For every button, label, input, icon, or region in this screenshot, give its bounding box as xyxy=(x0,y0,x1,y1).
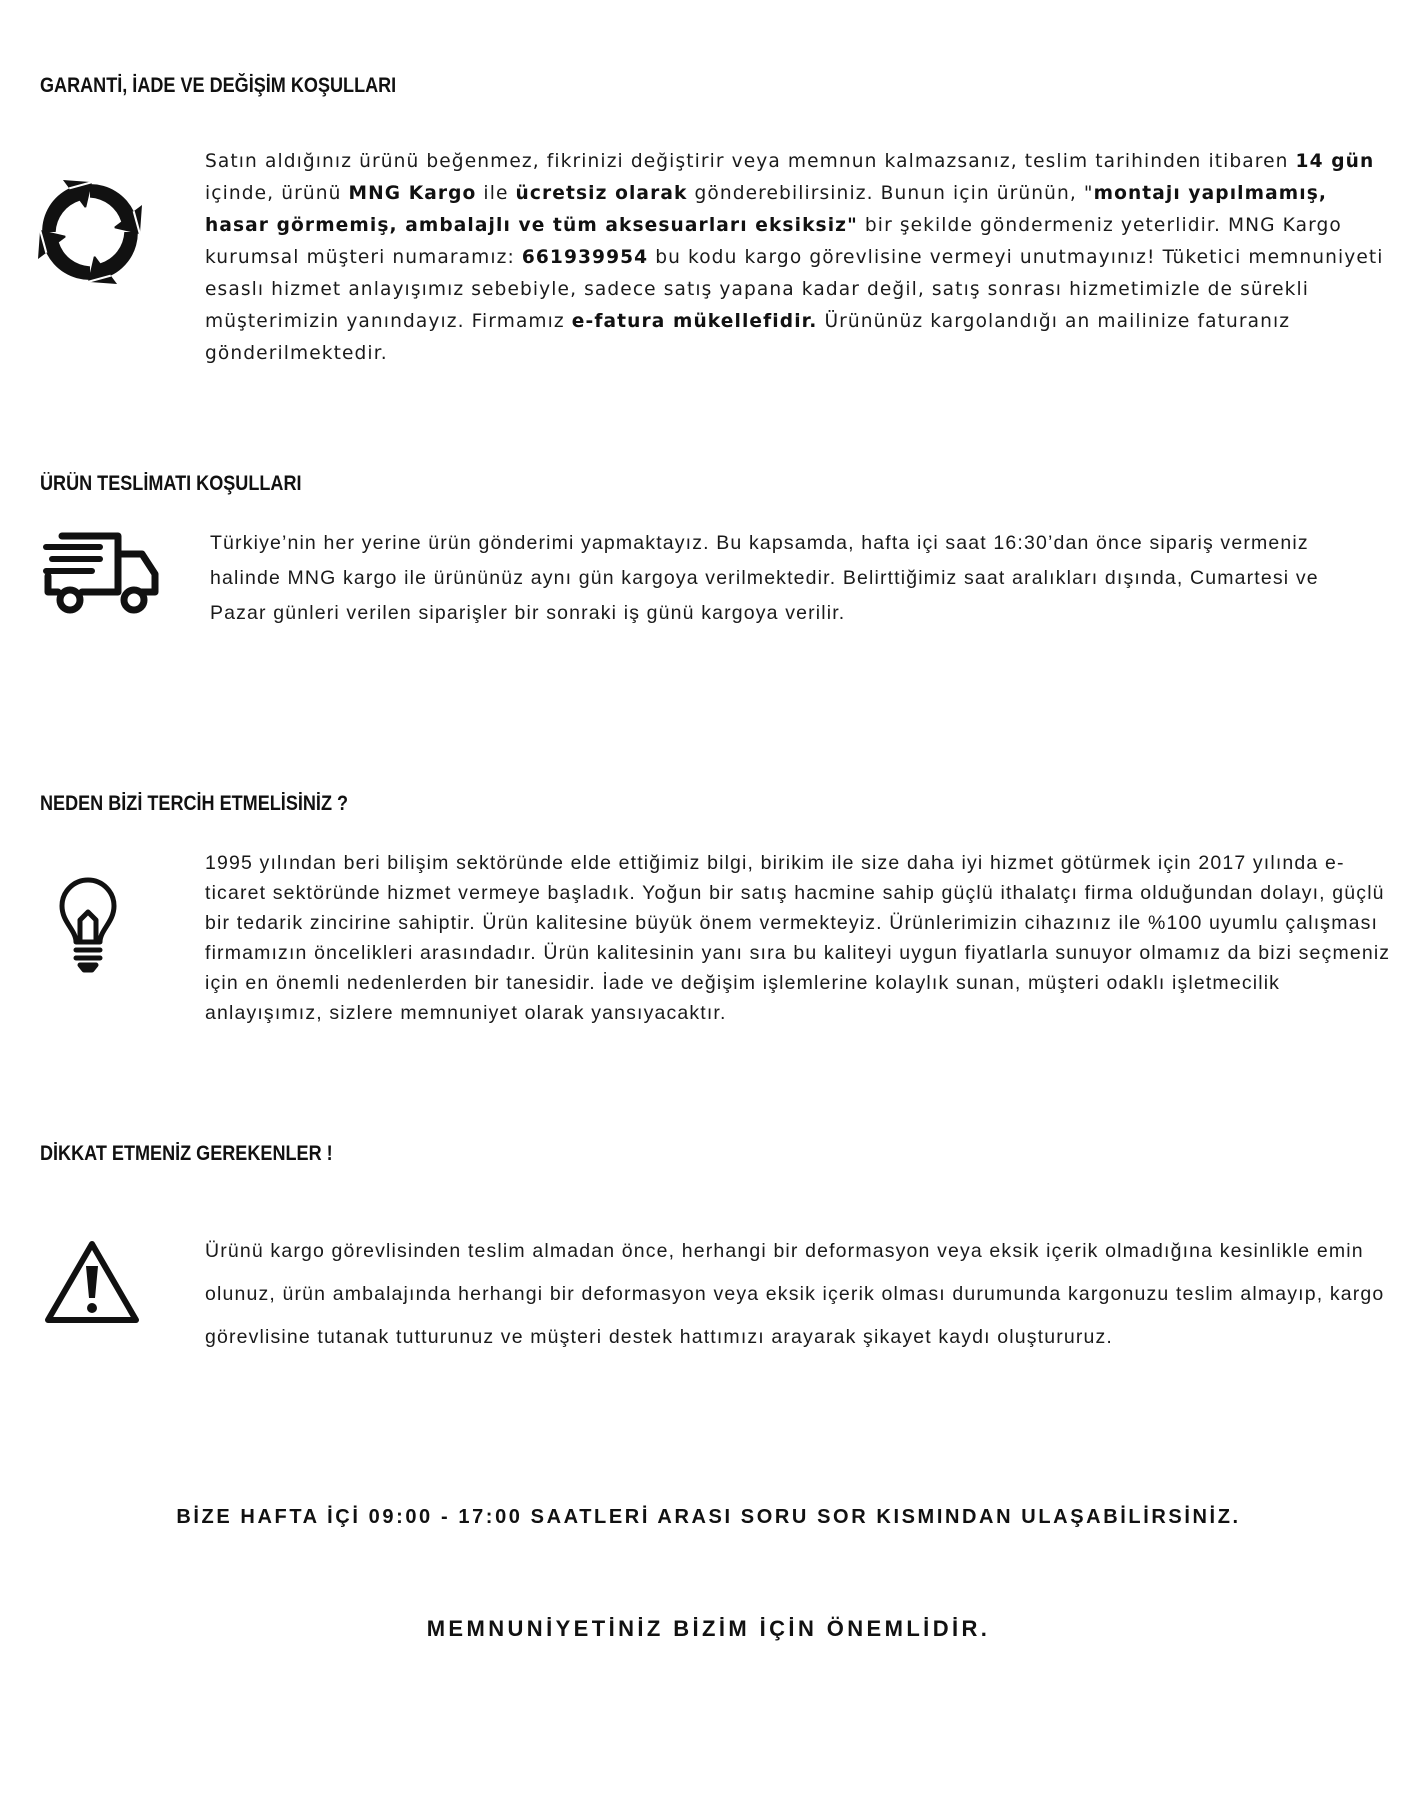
lightbulb-icon xyxy=(56,876,120,974)
delivery-text: Türkiye’nin her yerine ürün gönderimi yapmaktayız. Bu kapsamda, hafta içi saat 16:30’dan önce sipariş vermeniz halinde MNG kargo ile ürününüz aynı gün kargoya verilmektedir. Belirttiğimiz saat aralıkları dışında, Cumartesi ve Pazar günleri verilen siparişler bir sonraki iş günü kargoya verilir. xyxy=(210,532,1319,624)
warning-triangle-icon xyxy=(44,1240,140,1326)
refresh-cycle-icon xyxy=(38,180,142,284)
attention-heading: DİKKAT ETMENİZ GEREKENLER ! xyxy=(40,1142,333,1165)
delivery-heading: ÜRÜN TESLİMATI KOŞULLARI xyxy=(40,472,302,495)
delivery-truck-icon xyxy=(42,530,160,616)
attention-text: Ürünü kargo görevlisinden teslim almadan önce, herhangi bir deformasyon veya eksik içerik olmadığına kesinlikle emin olunuz, ürün ambalajında herhangi bir deformasyon veya eksik içerik olması durumunda kargonuzu teslim almayıp, kargo görevlisine tutanak tutturunuz ve müşteri destek hattımızı arayarak şikayet kaydı oluştururuz. xyxy=(205,1240,1385,1348)
why-us-text: 1995 yılından beri bilişim sektöründe elde ettiğimiz bilgi, birikim ile size daha iyi hizmet götürmek için 2017 yılında e-ticaret sektöründe hizmet vermeye başladık. Yoğun bir satış hacmine sahip güçlü ithalatçı firma olduğundan dolayı, güçlü bir tedarik zincirine sahiptir. Ürün kalitesine büyük önem vermekteyiz. Ürünlerimizin cihazınız ile %100 uyumlu çalışması firmamızın öncelikleri arasındadır. Ürün kalitesinin yanı sıra bu kaliteyi uygun fiyatlarla sunuyor olmamız da bizi seçmeniz için en önemli nedenlerden bir tanesidir. İade ve değişim işlemlerine kolaylık sunan, müşteri odaklı işletmecilik anlayışımız, sizlere memnuniyet olarak yansıyacaktır. xyxy=(205,852,1391,1024)
closing-note: MEMNUNİYETİNİZ BİZİM İÇİN ÖNEMLİDİR. xyxy=(426,1616,991,1641)
warranty-text: Satın aldığınız ürünü beğenmez, fikrinizi değiştirir veya memnun kalmazsanız, teslim tarihinden itibaren 14 gün içinde, ürünü MNG Kargo ile ücretsiz olarak gönderebilirsiniz. Bunun için ürünün, "montajı yapılmamış, hasar görmemiş, ambalajlı ve tüm aksesuarları eksiksiz" bir şekilde göndermeniz yeterlidir. MNG Kargo kurumsal müşteri numaramız: 661939954 bu kodu kargo görevlisine vermeyi unutmayınız! Tüketici memnuniyeti esaslı hizmet anlayışımız sebebiyle, sadece satış yapana kadar değil, satış sonrası hizmetimizle de sürekli müşterimizin yanındayız. Firmamız e-fatura mükellefidir. Ürününüz kargolandığı an mailinize faturanız gönderilmektedir. xyxy=(205,151,1384,364)
contact-hours-note: BİZE HAFTA İÇİ 09:00 - 17:00 SAATLERİ ARASI SORU SOR KISMINDAN ULAŞABİLİRSİNİZ. xyxy=(176,1506,1241,1528)
warranty-heading: GARANTİ, İADE VE DEĞİŞİM KOŞULLARI xyxy=(40,74,397,97)
why-us-heading: NEDEN BİZİ TERCİH ETMELİSİNİZ ? xyxy=(40,792,349,815)
